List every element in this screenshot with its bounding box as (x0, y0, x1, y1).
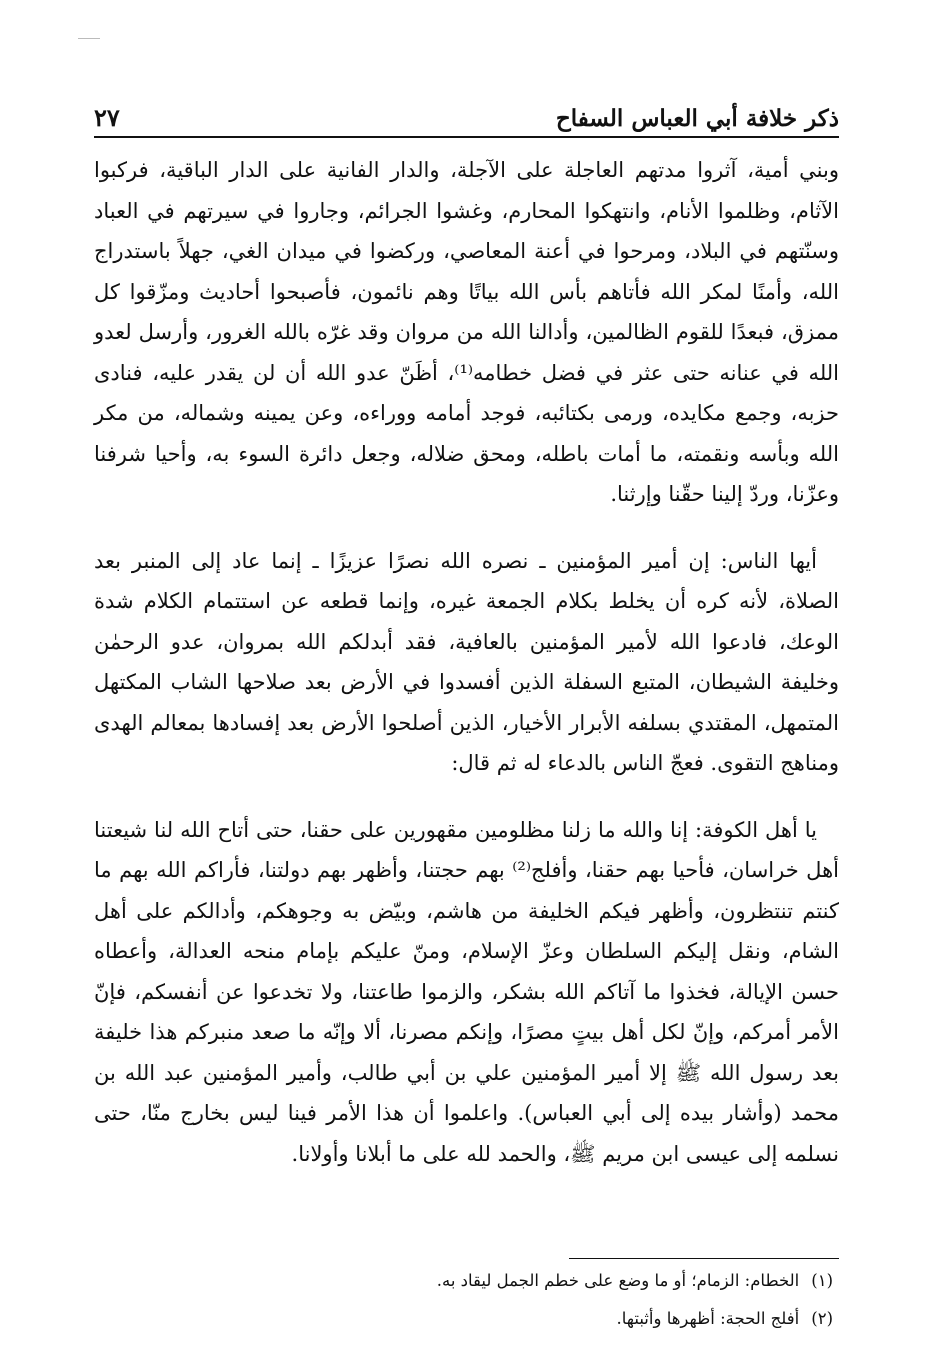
footnote-separator (569, 1258, 839, 1259)
paragraph: وبني أمية، آثروا مدتهم العاجلة على الآجلة، والدار الفانية على الدار الباقية، فركبوا الآثام، وظلموا الأنام، وانتهكوا المحارم، وغشوا الجرائم، وجاروا في سيرتهم في العباد وسنّتهم في البلاد، ومرحوا في أعنة المعاصي، وركضوا في ميدان الغي، جهلاً باستدراج الله، وأمنًا لمكر الله فأتاهم بأس الله بياتًا وهم نائمون، فأصبحوا أحاديث ومزّقوا كل ممزق، فبعدًا للقوم الظالمين، وأدالنا الله من مروان وقد غرّه بالله الغرور، وأرسل لعدو الله في عنانه حتى عثر في فضل خطامه⁽¹⁾، أظَنّ عدو الله أن لن يقدر عليه، فنادى حزبه، وجمع مكايده، ورمى بكتائبه، فوجد أمامه ووراءه، وعن يمينه وشماله، من مكر الله وبأسه ونقمته، ما أمات باطله، ومحق ضلاله، وجعل دائرة السوء به، وأحيا شرفنا وعزّنا، وردّ إلينا حقّنا وإرثنا. (94, 158, 840, 506)
footnote-text: أفلج الحجة: أظهرها وأثبتها. (616, 1309, 800, 1328)
footnote-number: (١) (811, 1271, 833, 1290)
running-header (94, 96, 839, 138)
footnote-text: الخطام: الزمام؛ أو ما وضع على خطم الجمل ليقاد به. (436, 1271, 800, 1290)
paragraph: أيها الناس: إن أمير المؤمنين ـ نصره الله نصرًا عزيزًا ـ إنما عاد إلى المنبر بعد الصلاة، لأنه كره أن يخلط بكلام الجمعة غيره، وإنما قطعه عن استتمام الكلام شدة الوعك، فادعوا الله لأمير المؤمنين بالعافية، فقد أبدلكم الله بمروان، عدو الرحمٰن وخليفة الشيطان، المتبع السفلة الذين أفسدوا في الأرض بعد صلاحها الشاب المكتهل المتمهل، المقتدي بسلفه الأبرار الأخيار، الذين أصلحوا الأرض بعد إفسادها بمعالم الهدى ومناهج التقوى. فعجّ الناس بالدعاء له ثم قال: (94, 548, 839, 775)
main-text (94, 150, 839, 1174)
scan-mark (78, 38, 100, 39)
footnote (94, 1265, 833, 1297)
chapter-title: ذكر خلافة أبي العباس السفاح (555, 105, 839, 132)
footnote (94, 1303, 833, 1335)
footnote-number: (٢) (811, 1309, 833, 1328)
page-number: ٢٧ (94, 103, 120, 132)
paragraph: يا أهل الكوفة: إنا والله ما زلنا مظلومين مقهورين على حقنا، حتى أتاح الله لنا شيعتنا أهل خراسان، فأحيا بهم حقنا، وأفلج⁽²⁾ بهم حجتنا، وأظهر بهم دولتنا، فأراكم الله بهم ما كنتم تنتظرون، وأظهر فيكم الخليفة من هاشم، وبيّض به وجوهكم، وأدالكم على أهل الشام، ونقل إليكم السلطان وعزّ الإسلام، ومنّ عليكم بإمام منحه العدالة، وأعطاه حسن الإيالة، فخذوا ما آتاكم الله بشكر، والزموا طاعتنا، ولا تخدعوا عن أنفسكم، فإنّ الأمر أمركم، وإنّ لكل أهل بيتٍ مصرًا، وإنكم مصرنا، ألا وإنّه ما صعد منبركم هذا خليفة بعد رسول الله ﷺ إلا أمير المؤمنين علي بن أبي طالب، وأمير المؤمنين عبد الله بن محمد (وأشار بيده إلى أبي العباس). واعلموا أن هذا الأمر فينا ليس بخارج منّا، حتى نسلمه إلى عيسى ابن مريم ﷺ، والحمد لله على ما أبلانا وأولانا. (94, 817, 839, 1166)
footnotes (94, 1258, 839, 1335)
